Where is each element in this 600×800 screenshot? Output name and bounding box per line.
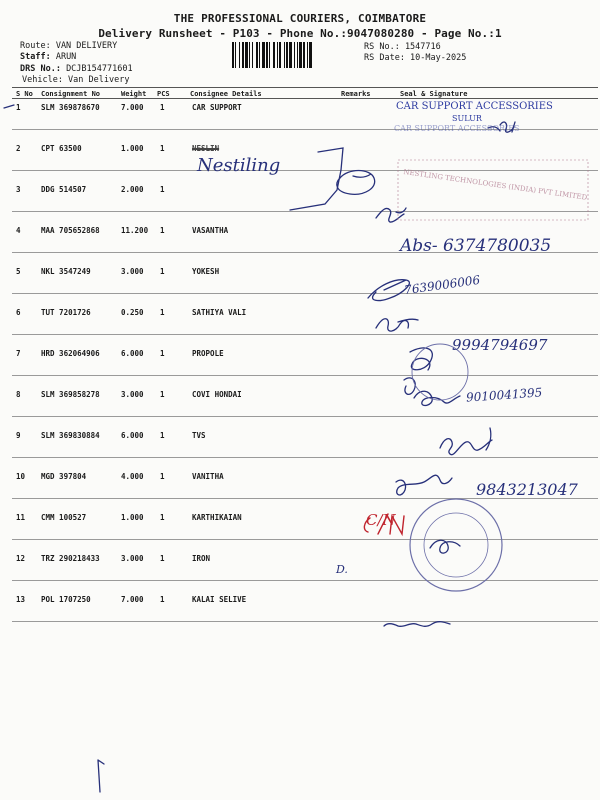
- row-sno: 5: [16, 267, 21, 276]
- row-sno: 4: [16, 226, 21, 235]
- col-header-remarks: Remarks: [341, 90, 371, 98]
- row-weight: 1.000: [121, 144, 144, 153]
- row-consignee: PROPOLE: [192, 349, 224, 358]
- row-consignee: VASANTHA: [192, 226, 229, 235]
- row-consignment-no: TUT 7201726: [41, 308, 91, 317]
- row-pcs: 1: [160, 349, 165, 358]
- handwritten-row2: Nestiling: [197, 155, 281, 176]
- row-consignee: COVI HONDAI: [192, 390, 242, 399]
- row-sno: 12: [16, 554, 26, 563]
- barcode: [232, 42, 354, 68]
- row-weight: 6.000: [121, 349, 144, 358]
- row-pcs: 1: [160, 595, 165, 604]
- barcode-bar: [286, 42, 288, 68]
- barcode-bar: [242, 42, 244, 68]
- row-separator: [12, 457, 598, 458]
- barcode-bar: [262, 42, 265, 68]
- col-header-pcs: PCS: [157, 90, 170, 98]
- col-header-consignee: Consignee Details: [190, 90, 262, 98]
- barcode-bar: [252, 42, 253, 68]
- handwritten-row11: C/N: [366, 511, 396, 529]
- handwritten-row12: D.: [336, 563, 348, 576]
- barcode-bar: [303, 42, 305, 68]
- row-pcs: 1: [160, 554, 165, 563]
- row-sno: 3: [16, 185, 21, 194]
- row-pcs: 1: [160, 144, 165, 153]
- staff-value: ARUN: [55, 52, 77, 62]
- signature-row12: [430, 540, 460, 553]
- row-consignee: KARTHIKAIAN: [192, 513, 242, 522]
- row-weight: 2.000: [121, 185, 144, 194]
- row-weight: 3.000: [121, 554, 144, 563]
- row-weight: 6.000: [121, 431, 144, 440]
- barcode-bar: [273, 42, 275, 68]
- row-consignment-no: POL 1707250: [41, 595, 91, 604]
- row-sno: 9: [16, 431, 21, 440]
- row-pcs: 1: [160, 267, 165, 276]
- row-consignment-no: MGD 397804: [41, 472, 87, 481]
- row-separator: [12, 211, 598, 212]
- drs-label: [20, 64, 133, 75]
- route-label: Route: VAN DELIVERY: [20, 41, 118, 51]
- row-pcs: 1: [160, 103, 165, 112]
- row-consignment-no: SLM 369878670: [41, 103, 100, 112]
- row-separator: [12, 293, 598, 294]
- barcode-bar: [289, 42, 292, 68]
- barcode-bar: [256, 42, 258, 68]
- row-pcs: 1: [160, 390, 165, 399]
- stamp-circle-row11: [410, 499, 502, 591]
- barcode-bar: [297, 42, 298, 68]
- col-header-consignment: Consignment No: [41, 90, 101, 98]
- row-sno: 7: [16, 349, 21, 358]
- pen-mark-bottom: [98, 760, 104, 792]
- barcode-bar: [235, 42, 236, 68]
- handwritten-row8: 9010041395: [465, 385, 543, 405]
- row-separator: [12, 334, 598, 335]
- handwritten-row5: 7639006006: [403, 272, 481, 298]
- rs-date: RS Date: 10-May-2025: [364, 53, 467, 63]
- row-sno: 13: [16, 595, 26, 604]
- row-consignment-no: NKL 3547249: [41, 267, 91, 276]
- row-consignment-no: CPT 63500: [41, 144, 82, 153]
- barcode-bar: [232, 42, 234, 68]
- row-sno: 10: [16, 472, 26, 481]
- signature-row9: [440, 428, 492, 455]
- row-pcs: 1: [160, 513, 165, 522]
- stamp-row1-line2: SULUR: [452, 114, 482, 123]
- row-consignee: VANITHA: [192, 472, 224, 481]
- col-header-seal-signature: Seal & Signature: [400, 90, 468, 98]
- barcode-bar: [307, 42, 308, 68]
- staff-key: Staff:: [20, 52, 56, 62]
- barcode-bar: [299, 42, 302, 68]
- row-consignee: CAR SUPPORT: [192, 103, 242, 112]
- row-pcs: 1: [160, 185, 165, 194]
- signature-row7-scribble: [404, 348, 432, 394]
- row-separator: [12, 170, 598, 171]
- row-consignment-no: DDG 514507: [41, 185, 87, 194]
- stamp-row1-line1: CAR SUPPORT ACCESSORIES: [396, 101, 553, 112]
- signature-row13: [384, 622, 450, 627]
- row-consignee: SATHIYA VALI: [192, 308, 247, 317]
- row-pcs: 1: [160, 472, 165, 481]
- header-top-rule: [12, 87, 598, 88]
- barcode-bar: [269, 42, 270, 68]
- row-sno: 1: [16, 103, 21, 112]
- row-consignment-no: SLM 369830884: [41, 431, 100, 440]
- row-weight: 7.000: [121, 595, 144, 604]
- row-weight: 3.000: [121, 390, 144, 399]
- row-weight: 4.000: [121, 472, 144, 481]
- handwritten-row4: Abs- 6374780035: [400, 236, 552, 256]
- row-consignee: IRON: [192, 554, 211, 563]
- row-separator: [12, 416, 598, 417]
- stamp-row2: NESTLING TECHNOLOGIES (INDIA) PVT LIMITED: [402, 168, 588, 202]
- vehicle-label: Vehicle: Van Delivery: [22, 75, 130, 85]
- barcode-bar: [277, 42, 278, 68]
- drs-value: DCJB154771601: [66, 64, 133, 74]
- row-consignee: KALAI SELIVE: [192, 595, 247, 604]
- drs-key: DRS No.:: [20, 64, 67, 74]
- row-consignee: NESLIN: [192, 144, 220, 153]
- row-pcs: 1: [160, 431, 165, 440]
- rs-number: RS No.: 1547716: [364, 42, 441, 52]
- row-weight: 11.200: [121, 226, 149, 235]
- signature-row8: [414, 391, 460, 405]
- row-pcs: 1: [160, 308, 165, 317]
- row-separator: [12, 621, 598, 622]
- row-separator: [12, 539, 598, 540]
- row-weight: 0.250: [121, 308, 144, 317]
- handwritten-row10: 9843213047: [476, 480, 578, 499]
- row-sno: 8: [16, 390, 21, 399]
- barcode-bar: [266, 42, 268, 68]
- row-consignee: TVS: [192, 431, 206, 440]
- company-title: THE PROFESSIONAL COURIERS, COIMBATORE: [173, 12, 427, 25]
- row-consignment-no: TRZ 290218433: [41, 554, 100, 563]
- margin-tick-row1: [4, 105, 14, 108]
- row-weight: 1.000: [121, 513, 144, 522]
- row-sno: 2: [16, 144, 21, 153]
- col-header-weight: Weight: [121, 90, 147, 98]
- signature-row10: [396, 475, 452, 495]
- row-sno: 11: [16, 513, 26, 522]
- row-weight: 3.000: [121, 267, 144, 276]
- row-pcs: 1: [160, 226, 165, 235]
- bracket-row2: [290, 148, 343, 210]
- row-sno: 6: [16, 308, 21, 317]
- row-consignment-no: MAA 705652868: [41, 226, 100, 235]
- row-weight: 7.000: [121, 103, 144, 112]
- stamp-row1-line3: CAR SUPPORT ACCESSORIES: [394, 124, 520, 133]
- row-consignment-no: SLM 369858278: [41, 390, 100, 399]
- staff-label: [20, 52, 76, 63]
- barcode-bar: [259, 42, 260, 68]
- barcode-bar: [294, 42, 295, 68]
- header-bottom-rule: [12, 98, 598, 99]
- barcode-bar: [239, 42, 240, 68]
- row-separator: [12, 580, 598, 581]
- row-separator: [12, 375, 598, 376]
- handwritten-row7: 9994794697: [452, 336, 548, 354]
- row-consignee: YOKESH: [192, 267, 220, 276]
- barcode-bar: [284, 42, 285, 68]
- runsheet-subtitle: Delivery Runsheet - P103 - Phone No.:9047080280 - Page No.:1: [98, 27, 502, 40]
- barcode-bar: [249, 42, 250, 68]
- cn-circle-row3: [337, 171, 375, 195]
- barcode-bar: [245, 42, 248, 68]
- row-consignment-no: HRD 362064906: [41, 349, 100, 358]
- barcode-bar: [279, 42, 281, 68]
- signature-row6: [376, 319, 418, 331]
- row-consignment-no: CMM 100527: [41, 513, 87, 522]
- barcode-bar: [309, 42, 312, 68]
- col-header-sno: S No: [16, 90, 33, 98]
